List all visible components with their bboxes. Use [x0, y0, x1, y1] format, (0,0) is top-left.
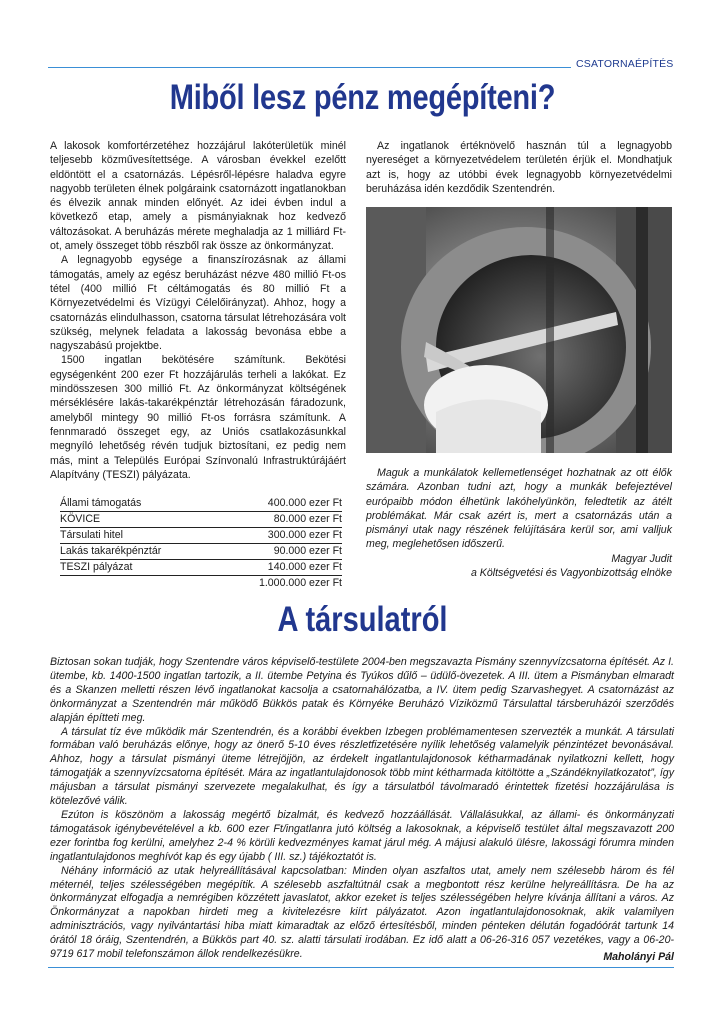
budget-value: 140.000 ezer Ft [267, 561, 342, 573]
budget-row [60, 512, 342, 528]
budget-row [60, 560, 342, 576]
bottom-rule [48, 967, 674, 968]
article-author: Maholányi Pál [603, 951, 674, 963]
budget-value: 80.000 ezer Ft [273, 513, 342, 525]
paragraph: A lakosok komfortérzetéhez hozzájárul lakóterületük minél teljesebb közművesítettsége. A városban évekkel ezelőtt eldöntött el a csatornázás. Lépésről-lépésre haladva egyre nagyobb területen élnek polgáraink csatornázott ingatlanokban és élvezik annak minden előnyét. Az idei évben indul a következő etap, amely a pismányiaknak hoz kedvező változásokat. A beruházás mérete meghaladja az 1 milliárd Ft-ot, amely összeget több részből rak össze az önkormányzat. [50, 140, 346, 253]
left-column [50, 139, 346, 482]
budget-row [60, 496, 342, 512]
budget-total: 1.000.000 ezer Ft [258, 577, 342, 589]
paragraph: 1500 ingatlan bekötésére számítunk. Bekötési egységenként 200 ezer Ft hozzájárulás terheli a lakókat. Ez mindösszesen 300 millió Ft. Az önkormányzat költségének mérséklésére lakás-takarékpénztár létrehozásán fáradozunk, amelyből mintegy 90 millió Ft-os forrásra számítunk. A fennmaradó összeget egy, az Uniós csatlakozásunkkal megnyíló lehetőség révén tudjuk biztosítani, ez pedig nem más, mint a Település Európai Színvonalú Infrastruktúrájáért Alapítvány (TESZI) pályázata. [50, 354, 346, 481]
author-name: Magyar Judit [611, 552, 672, 565]
author-role: a Költségvetési és Vagyonbizottság elnöke [470, 567, 672, 580]
budget-row [60, 528, 342, 544]
budget-label: Lakás takarékpénztár [60, 545, 162, 557]
budget-label: Állami támogatás [60, 497, 142, 509]
budget-label: Társulati hitel [60, 529, 123, 541]
section-label: CSATORNAÉPÍTÉS [576, 58, 674, 70]
budget-value: 300.000 ezer Ft [267, 529, 342, 541]
paragraph: Biztosan sokan tudják, hogy Szentendre város képviselő-testülete 2004-ben megszavazta Pismány szennyvízcsatorna építését. Az I. ütembe, kb. 1400-1500 ingatlan tartozik, a II. ütembe Petyina és Tyúkos dűlő – üdülő-övezetek. A III. ütem a Pismányban elmaradt és a Skanzen melletti részen lévő ingatlanokat kacsolja a csatornahálózatba, a IV. ütem pedig Szarvashegyet. A csatornázást az önkormányzat a Szentendrén már működő Bükkös patak és Környéke Beruházó Víziközmű Társulattal társberuházói szerződés alapján építteti meg. [50, 656, 674, 724]
paragraph: Néhány információ az utak helyreállításával kapcsolatban: Minden olyan aszfaltos utat, amely nem szélesebb három és fél méternél, teljes szélességében megépítik. A szélesebb aszfaltútnál csak a megbontott rész kerülne helyreállításra. De ha az önkormányzat elfogadja a nemrégiben közzétett javaslatot, akkor ezeket is teljes szélességében helyre kívánja állítani a város. Az Önkormányzat a napokban hirdeti meg a kivitelezésre kiírt pályázatot. Azon ingatlantulajdonosoknak, akik valamilyen adminisztrációs, vagy nyilvántartási hiba miatt kimaradtak az előző értesítésből, minden pénteken délután fogadóórát tartunk 14 órától 18 óráig, Szentendrén, a Bükkös part 40. sz. alatti társulati irodában. Ez idő alatt a 06-26-316 057 vezetékes, vagy a 06-20-9719 617 mobil telefonszámon állok rendelkezésükre. [50, 864, 674, 961]
budget-table [60, 496, 342, 591]
budget-label: KÖVICE [60, 513, 101, 525]
paragraph: Ezúton is köszönöm a lakosság megértő bizalmát, és kedvező hozzáállását. Vállalásukkal, az állami- és önkormányzati támogatások igénybevételével a kb. 600 ezer Ft/ingatlanra jutó költség a lakosoknak, a képviselő testület által megszavazott 200 ezer forintba fog kerülni, amelyhez 2-4 % körüli kedvezményes kamat járul még. A májusi alakuló ülésre, lakossági fórumra minden ingatlantulajdonos meghívót kap és egy újabb ( III. sz.) tájékoztatót is. [50, 808, 674, 863]
paragraph: Az ingatlanok értéknövelő hasznán túl a legnagyobb nyereséget a környezetvédelem területén érjük el. Mondhatjuk azt is, hogy az utóbbi évek legnagyobb környezetvédelmi beruházása idén kezdődik Szentendrén. [366, 140, 672, 195]
photo-caption [366, 466, 672, 580]
article-title: A társulatról [277, 600, 448, 639]
budget-value: 400.000 ezer Ft [267, 497, 342, 509]
budget-total-row [60, 576, 342, 591]
article-body [50, 656, 674, 962]
budget-row [60, 544, 342, 560]
paragraph: Maguk a munkálatok kellemetlenséget hozhatnak az ott élők számára. Azonban tudni azt, hogy a munkák befejeztével európaibb módon élhetünk lakóhelyünkön, feledtetik az átélt problémákat. Már csak azért is, mert a csatornázás után a pismányi utak nagy részének felújítására kerül sor, ami valljuk meg, meglehetősen időszerű. [366, 467, 672, 551]
section-rule [48, 67, 571, 68]
article-title: Miből lesz pénz megépíteni? [169, 78, 556, 117]
construction-photo [366, 207, 672, 453]
paragraph: A társulat tíz éve működik már Szentendrén, és a korábbi években Izbegen problémamentesen szervezték a munkát. A társulati formában való beruházás előnye, hogy az önerő 5-10 éves részletfizetésére nyílik lehetőség valamelyik pénzintézet bevonásával. Ahhoz, hogy a társulat pismányi üteme létrejöjjön, az érdekelt ingatlantulajdonosok kétharmadának nyilatkozni kellett, hogy támogatják a szennyvízcsatorna építését. Mára az ingatlantulajdonosok több mint kétharmada kitöltötte a „Szándéknyilatkozatot”, így májusban a társulat pismányi szervezete megalakulhat, és így a társulatból távolmaradó érintettek fizetési hozzájárulása is kötelezővé válik. [50, 725, 674, 808]
budget-value: 90.000 ezer Ft [273, 545, 342, 557]
budget-label: TESZI pályázat [60, 561, 133, 573]
paragraph: A legnagyobb egysége a finanszírozásnak az állami támogatás, amely az egész beruházást nézve 480 millió Ft-os tétel (400 millió Ft céltámogatás és 80 millió Ft a Környezetvédelmi és Vízügyi Célelőirányzat). Ahhoz, hogy a csatornázás elindulhasson, csatorna társulat létrehozására volt szükség, melynek feladata a lakosság bevonása ebbe a nagyszabású projektbe. [50, 254, 346, 353]
right-column-intro [366, 139, 672, 196]
